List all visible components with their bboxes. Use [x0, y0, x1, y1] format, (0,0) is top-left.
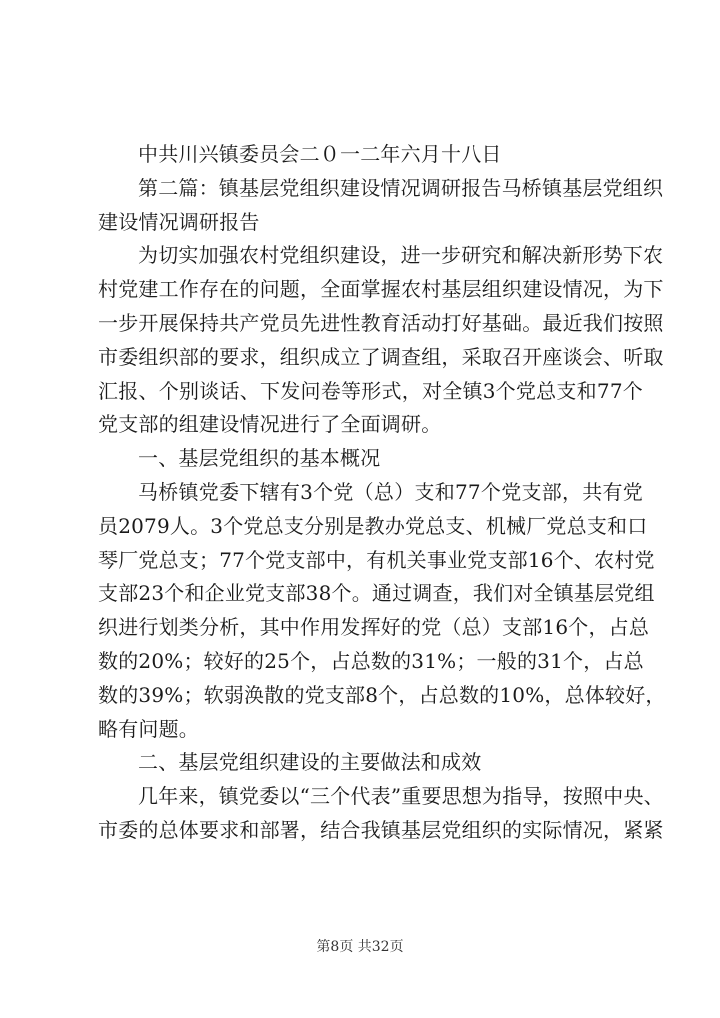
para1-line-8: 略有问题。	[98, 716, 199, 741]
intro-line-2: 村党建工作存在的问题，全面掌握农村基层组织建设情况，为下	[98, 277, 664, 302]
para2-line-2: 市委的总体要求和部署，结合我镇基层党组织的实际情况，紧紧	[98, 817, 664, 842]
intro-line-6: 党支部的组建设情况进行了全面调研。	[98, 412, 442, 437]
page-number-footer: 第8页 共32页	[316, 939, 404, 955]
para1-line-3: 琴厂党总支；77个党支部中，有机关事业党支部16个、农村党	[98, 547, 655, 572]
section-title-line-2: 建设情况调研报告	[98, 209, 260, 234]
date-line: 中共川兴镇委员会二０一二年六月十八日	[138, 142, 502, 166]
para1-line-5: 织进行划类分析，其中作用发挥好的党（总）支部16个，占总	[98, 615, 650, 640]
document-body	[98, 138, 666, 848]
intro-line-4: 市委组织部的要求，组织成立了调查组，采取召开座谈会、听取	[98, 344, 664, 369]
para1-line-2: 员2079人。3个党总支分别是教办党总支、机械厂党总支和口	[98, 513, 648, 538]
heading-basic-overview: 一、基层党组织的基本概况	[138, 446, 381, 471]
para1-line-4: 支部23个和企业党支部38个。通过调查，我们对全镇基层党组	[98, 581, 655, 606]
para1-line-6: 数的20%；较好的25个，占总数的31%；一般的31个，占总	[98, 648, 644, 673]
intro-line-3: 一步开展保持共产党员先进性教育活动打好基础。最近我们按照	[98, 310, 664, 335]
para1-line-7: 数的39%；软弱涣散的党支部8个，占总数的10%，总体较好，	[98, 682, 666, 707]
intro-line-5: 汇报、个别谈话、下发问卷等形式，对全镇3个党总支和77个	[98, 378, 643, 403]
heading-main-practices: 二、基层党组织建设的主要做法和成效	[138, 750, 482, 775]
intro-line-1: 为切实加强农村党组织建设，进一步研究和解决新形势下农	[138, 243, 664, 268]
section-title-line-1: 第二篇：镇基层党组织建设情况调研报告马桥镇基层党组织	[138, 175, 664, 200]
para1-line-1: 马桥镇党委下辖有3个党（总）支和77个党支部，共有党	[138, 479, 643, 504]
para2-line-1: 几年来，镇党委以“三个代表”重要思想为指导，按照中央、	[138, 784, 664, 809]
